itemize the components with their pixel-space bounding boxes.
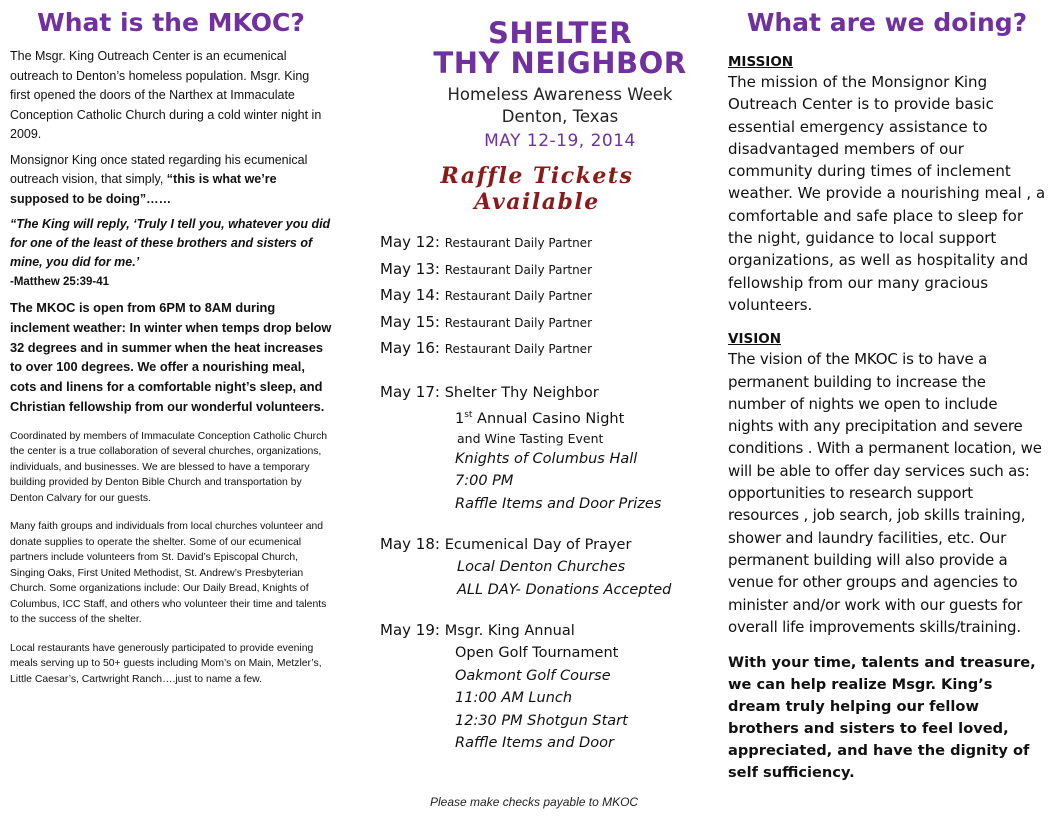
event-may17-head (380, 381, 700, 404)
vision-text: The vision of the MKOC is to have a permanent building to increase the number of nights we open to include nights with any precipitation and severe conditions . With a permanent location, we will be able to offer day services such as: opportunities to research support resources , job search, job skills training, shower and laundry facilities, etc. Our permanent building will also provide a venue for other groups and agencies to minister and/or work with our guests for overall life improvements skills/training. (728, 350, 1042, 636)
event-title: Msgr. King Annual (444, 623, 575, 640)
event-dates: MAY 12-19, 2014 (484, 131, 636, 151)
schedule-text: Restaurant Daily Partner (444, 262, 593, 277)
restaurants-paragraph: Local restaurants have generously participated to provide evening meals serving up to 50+ guests including Mom’s on Main, Metzler’s, Little Caesar’s, Cartwright Ranch….just to name a few. (10, 642, 322, 685)
schedule-day: May 14: (380, 286, 440, 304)
event-subtitle (420, 84, 700, 128)
event-line: 7:00 PM (455, 473, 514, 490)
schedule-row (380, 283, 700, 310)
schedule-row (380, 336, 700, 363)
vision-label: VISION (728, 331, 781, 348)
event-line (380, 404, 700, 430)
scripture-quote: “The King will reply, ‘Truly I tell you, whatever you did for one of the least of these brothers and sisters of mine, you did for me.’ (10, 217, 331, 269)
event-line: Raffle Items and Door (455, 735, 614, 752)
event-line: and Wine Tasting Event (457, 430, 604, 446)
event-line: 12:30 PM Shotgun Start (455, 712, 628, 729)
middle-panel (360, 0, 700, 752)
hours-paragraph: The MKOC is open from 6PM to 8AM during inclement weather: In winter when temps drop below 32 degrees and in summer when the heat increases to over 100 degrees. We offer a nourishing meal, cots and linens for a comfortable night’s sleep, and Christian fellowship from our wonderful volunteers. (10, 300, 332, 414)
event-location: Denton, Texas (501, 107, 619, 126)
closing-statement: With your time, talents and treasure, we can help realize Msgr. King’s dream truly helping our fellow brothers and sisters to feel loved, appreciated, and have the dignity of self sufficiency. (728, 654, 1036, 782)
schedule-text: Restaurant Daily Partner (444, 342, 593, 356)
event-logo (420, 18, 700, 78)
event-may17 (380, 381, 700, 516)
left-panel (10, 0, 332, 700)
event-day: May 17: (380, 382, 440, 401)
event-may19 (380, 619, 700, 755)
ordinal-number: 1 (455, 410, 465, 427)
raffle-banner: Raffle Tickets Available (440, 163, 634, 215)
right-panel (728, 0, 1046, 784)
event-title: Ecumenical Day of Prayer (444, 537, 632, 554)
schedule-row (380, 310, 700, 337)
schedule-day: May 15: (380, 312, 440, 331)
event-line: Local Denton Churches (457, 559, 626, 576)
schedule-row (380, 257, 700, 284)
mission-section (728, 53, 1046, 316)
event-may18-head (380, 533, 700, 556)
event-schedule (380, 230, 700, 755)
event-line-text: Annual Casino Night (472, 410, 625, 427)
event-line: Open Golf Tournament (455, 645, 619, 662)
schedule-day: May 12: (380, 233, 440, 251)
event-title: Shelter Thy Neighbor (444, 384, 599, 401)
event-line: ALL DAY- Donations Accepted (457, 581, 672, 598)
checks-payable-note: Please make checks payable to MKOC (430, 795, 639, 809)
vision-quote-paragraph (10, 151, 332, 210)
schedule-text: Restaurant Daily Partner (444, 289, 593, 303)
event-line: Oakmont Golf Course (455, 667, 611, 684)
left-heading: What is the MKOC? (37, 8, 305, 37)
right-heading: What are we doing? (746, 8, 1028, 37)
event-day: May 19: (380, 621, 440, 640)
event-day: May 18: (380, 535, 440, 554)
vision-quote-bold: “this is what we’re supposed to be doing”…… (10, 172, 277, 206)
event-line: Knights of Columbus Hall (455, 450, 638, 467)
partners-paragraph: Many faith groups and individuals from local churches volunteer and donate supplies to operate the shelter. Some of our ecumenical partners include volunteers from St. David’s Episcopal Church, Singing Oaks, First United Methodist, St. Andrew’s Presbyterian Church. Some organizations include: Our Daily Bread, Knights of Columbus, ICC Staff, and others who volunteer their time and talents to the success of the shelter. (10, 521, 327, 626)
event-line: 11:00 AM Lunch (455, 690, 573, 707)
scripture-reference: -Matthew 25:39-41 (10, 276, 110, 288)
event-may18 (380, 533, 700, 601)
event-subtitle-1: Homeless Awareness Week (447, 85, 673, 104)
vision-quote-text: Monsignor King once stated regarding his ecumenical outreach vision, that simply, (10, 152, 308, 186)
schedule-text: Restaurant Daily Partner (444, 315, 593, 330)
intro-paragraph: The Msgr. King Outreach Center is an ecumenical outreach to Denton’s homeless population. Msgr. King first opened the doors of the Narthex at Immaculate Conception Catholic Church during a cold winter night in 2009. (10, 49, 322, 141)
mission-label: MISSION (728, 54, 794, 70)
logo-line-1: SHELTER (487, 16, 633, 50)
schedule-text: Restaurant Daily Partner (444, 236, 593, 250)
event-line: Raffle Items and Door Prizes (455, 495, 662, 512)
logo-line-2: THY NEIGHBOR (433, 46, 687, 80)
event-may19-head (380, 619, 700, 642)
coordination-paragraph: Coordinated by members of Immaculate Conception Catholic Church the center is a true collaboration of several churches, organizations, individuals, and businesses. We are blessed to have a temporary building provided by Denton Bible Church and transportation by Denton Calvary for our guests. (10, 430, 328, 504)
ordinal-suffix: st (464, 409, 473, 420)
vision-section (728, 330, 1046, 638)
mission-text: The mission of the Monsignor King Outreach Center is to provide basic essential emergency assistance to disadvantaged members of our community during times of inclement weather. We provide a nourishing meal , a comfortable and safe place to sleep for the night, guidance to local support organizations, as well as hospitality and fellowship from our many gracious volunteers. (728, 73, 1046, 314)
schedule-day: May 13: (380, 259, 440, 278)
schedule-row (380, 230, 700, 257)
schedule-day: May 16: (380, 339, 440, 357)
